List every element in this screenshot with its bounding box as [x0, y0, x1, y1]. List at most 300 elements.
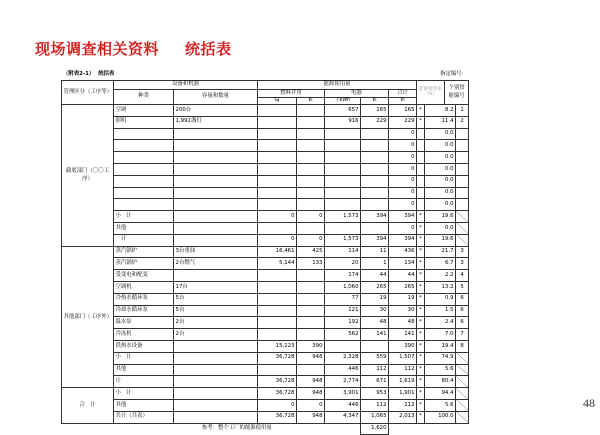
cell-no: 6 — [456, 305, 469, 317]
cell-mark — [417, 163, 425, 175]
cell-total: 112 — [389, 364, 417, 376]
cell-kwh: 174 — [325, 270, 361, 282]
cell-gj — [258, 105, 297, 117]
cell-gj — [258, 305, 297, 317]
cell-mark: * — [417, 246, 425, 258]
unit-gj: GJ — [258, 98, 297, 105]
cell-kl — [361, 152, 389, 164]
cell-pct: 0.0 — [425, 222, 456, 234]
cell-kl — [297, 140, 325, 152]
table-row — [62, 140, 469, 152]
cell-mark: * — [417, 234, 425, 246]
cell-total: 141 — [389, 329, 417, 341]
cell-pct: 0.0 — [425, 128, 456, 140]
cell-kl — [297, 116, 325, 128]
cell-gj: 36,728 — [258, 388, 297, 400]
cell-pct: 5.6 — [425, 399, 456, 411]
cell-gj: 0 — [258, 399, 297, 411]
cell-kl: 948 — [297, 411, 325, 423]
cell-no — [456, 163, 469, 175]
table-row — [62, 152, 469, 164]
cell-kl — [297, 152, 325, 164]
cell-type: 小 计 — [114, 388, 174, 400]
cell-total: 30 — [389, 305, 417, 317]
cell-cap — [174, 364, 258, 376]
unit-kl: kl — [389, 98, 417, 105]
cell-kl: 165 — [361, 105, 389, 117]
cell-kwh: 1,573 — [325, 211, 361, 223]
table-row — [62, 317, 469, 329]
cell-type — [114, 128, 174, 140]
cell-no — [456, 175, 469, 187]
cell-total: 0 — [389, 128, 417, 140]
cell-pct: 7.0 — [425, 329, 456, 341]
cell-kwh: 4,347 — [325, 411, 361, 423]
cell-mark: * — [417, 222, 425, 234]
cell-total: 44 — [389, 270, 417, 282]
cell-kwh: 657 — [325, 105, 361, 117]
cell-kl: 425 — [297, 246, 325, 258]
cell-type: 其他 — [114, 222, 174, 234]
cell-mark — [417, 199, 425, 211]
footer-row — [62, 423, 469, 435]
cell-pct: 0.0 — [425, 140, 456, 152]
cell-kwh: 121 — [325, 305, 361, 317]
cell-cap — [174, 199, 258, 211]
cell-kl: 390 — [297, 340, 325, 352]
cell-pct: 19.6 — [425, 211, 456, 223]
cell-type: 小 计 — [114, 211, 174, 223]
cell-type: 冷却水循环泵 — [114, 305, 174, 317]
cell-kl: 953 — [361, 388, 389, 400]
cell-diagonal — [456, 399, 469, 411]
cell-pct: 80.4 — [425, 376, 456, 388]
cell-type: 计 — [114, 234, 174, 246]
cell-kl — [361, 175, 389, 187]
cell-cap — [174, 234, 258, 246]
other-row — [62, 364, 469, 376]
cell-cap: 17台 — [174, 281, 258, 293]
cell-pct: 74.9 — [425, 352, 456, 364]
cell-kwh: 446 — [325, 399, 361, 411]
header-fuel: 燃料并用 — [258, 89, 325, 98]
summary-sheet — [61, 69, 468, 432]
cell-pct: 8.2 — [425, 105, 456, 117]
cell-pct: 5.6 — [425, 364, 456, 376]
cell-total: 112 — [389, 399, 417, 411]
cell-type: 共计（共表） — [114, 411, 174, 423]
subtotal-row — [62, 352, 469, 364]
cell-gj: 0 — [258, 234, 297, 246]
cell-kwh: 2,328 — [325, 352, 361, 364]
cell-pct: 0.9 — [425, 293, 456, 305]
sheet-title-row — [62, 69, 469, 81]
cell-type: 空调 — [114, 105, 174, 117]
cell-type: 其他 — [114, 399, 174, 411]
cell-cap — [174, 128, 258, 140]
cell-cap — [174, 388, 258, 400]
header-capacity: 容量和数量 — [174, 89, 258, 105]
cell-mark: * — [417, 211, 425, 223]
cell-pct: 0.0 — [425, 152, 456, 164]
header-power: 电器 — [325, 89, 389, 98]
cell-mark: * — [417, 281, 425, 293]
cell-kl — [297, 105, 325, 117]
cell-total: 0 — [389, 175, 417, 187]
cell-gj — [258, 222, 297, 234]
cell-kwh: 446 — [325, 364, 361, 376]
cell-kwh — [325, 163, 361, 175]
cell-kwh — [325, 199, 361, 211]
cell-kl: 948 — [297, 352, 325, 364]
cell-mark: * — [417, 317, 425, 329]
cell-total: 390 — [389, 340, 417, 352]
cell-type — [114, 175, 174, 187]
cell-type — [114, 163, 174, 175]
summary-table — [61, 69, 469, 435]
grand-total-row — [62, 411, 469, 423]
slide-title-sub: 统括表 — [185, 40, 232, 58]
cell-mark: * — [417, 340, 425, 352]
other-row — [62, 222, 469, 234]
cell-kl: 394 — [361, 234, 389, 246]
cell-cap: 5台 — [174, 305, 258, 317]
cell-kl: 48 — [361, 317, 389, 329]
cell-gj — [258, 199, 297, 211]
cell-cap — [174, 175, 258, 187]
cell-kl: 133 — [297, 258, 325, 270]
cell-type — [114, 152, 174, 164]
cell-mark: * — [417, 105, 425, 117]
cell-cap: 200台 — [174, 105, 258, 117]
cell-no: 2 — [456, 116, 469, 128]
cell-cap: 2台 — [174, 317, 258, 329]
cell-pct: 21.7 — [425, 246, 456, 258]
cell-kl: 0 — [297, 211, 325, 223]
cell-gj: 36,728 — [258, 376, 297, 388]
cell-gj: 15,123 — [258, 340, 297, 352]
cell-mark — [417, 152, 425, 164]
cell-total: 0 — [389, 199, 417, 211]
cell-pct: 0.0 — [425, 163, 456, 175]
cell-no: 3 — [456, 246, 469, 258]
cell-kl: 671 — [361, 376, 389, 388]
cell-cap — [174, 411, 258, 423]
cell-kl: 0 — [297, 399, 325, 411]
cell-cap — [174, 222, 258, 234]
cell-no: 8 — [456, 340, 469, 352]
cell-kwh: 2,774 — [325, 376, 361, 388]
cell-pct: 2.2 — [425, 270, 456, 282]
cell-gj — [258, 293, 297, 305]
section-office-label: 截底部门（〇〇工序） — [62, 105, 114, 247]
cell-kl — [297, 329, 325, 341]
cell-type: 冷热水循环泵 — [114, 293, 174, 305]
cell-no: 7 — [456, 329, 469, 341]
cell-total: 134 — [389, 258, 417, 270]
cell-kl: 1 — [361, 258, 389, 270]
cell-total: 0 — [389, 140, 417, 152]
cell-kl — [297, 199, 325, 211]
cell-diagonal — [456, 388, 469, 400]
cell-no: 4 — [456, 270, 469, 282]
cell-gj — [258, 152, 297, 164]
total-row — [62, 234, 469, 246]
cell-pct: 6.7 — [425, 258, 456, 270]
cell-kl — [297, 317, 325, 329]
cell-total: 165 — [389, 105, 417, 117]
cell-total: 229 — [389, 116, 417, 128]
cell-kwh: 77 — [325, 293, 361, 305]
cell-type: 蒸汽锅炉 — [114, 258, 174, 270]
cell-pct: 0.0 — [425, 199, 456, 211]
page-number: 48 — [583, 396, 595, 410]
cell-kwh: 1,573 — [325, 234, 361, 246]
cell-type: 冷冻机 — [114, 329, 174, 341]
cell-kwh — [325, 222, 361, 234]
cell-kl: 229 — [361, 116, 389, 128]
header-energy-group: 能源使用量 — [258, 81, 417, 90]
cell-diagonal — [456, 411, 469, 423]
cell-pct: 2.4 — [425, 317, 456, 329]
slide-title-main: 现场调查相关资料 — [35, 40, 160, 58]
cell-kl — [361, 163, 389, 175]
cell-kwh: 1,060 — [325, 281, 361, 293]
cell-total: 436 — [389, 246, 417, 258]
cell-gj — [258, 329, 297, 341]
cell-kl: 559 — [361, 352, 389, 364]
cell-kl — [297, 187, 325, 199]
section-other-label: 其他部门（工序外） — [62, 246, 114, 388]
table-row — [62, 305, 469, 317]
table-row — [62, 175, 469, 187]
cell-kl — [297, 163, 325, 175]
cell-kl: 19 — [361, 293, 389, 305]
cell-cap: 2台燃气 — [174, 258, 258, 270]
cell-cap — [174, 140, 258, 152]
cell-pct: 13.2 — [425, 281, 456, 293]
cell-gj: 36,728 — [258, 411, 297, 423]
cell-kl — [361, 199, 389, 211]
cell-kl — [297, 222, 325, 234]
header-row-1 — [62, 81, 469, 90]
cell-kwh: 114 — [325, 246, 361, 258]
table-row — [62, 246, 469, 258]
cell-no — [456, 140, 469, 152]
cell-mark — [417, 175, 425, 187]
cell-kl: 112 — [361, 399, 389, 411]
cell-kl: 30 — [361, 305, 389, 317]
cell-pct: 1.5 — [425, 305, 456, 317]
cell-diagonal — [456, 364, 469, 376]
cell-gj: 0 — [258, 211, 297, 223]
cell-mark: * — [417, 258, 425, 270]
cell-kl — [297, 281, 325, 293]
cell-gj — [258, 140, 297, 152]
cell-cap — [174, 352, 258, 364]
cell-cap — [174, 163, 258, 175]
table-row — [62, 116, 469, 128]
cell-no: 6 — [456, 293, 469, 305]
cell-kl — [297, 364, 325, 376]
unit-kwh: 千kWh — [325, 98, 361, 105]
cell-gj — [258, 128, 297, 140]
header-note: 能源使用率（%） — [417, 81, 445, 105]
table-row — [62, 293, 469, 305]
cell-total: 394 — [389, 211, 417, 223]
header-row-2 — [62, 89, 469, 98]
cell-pct: 19.4 — [425, 340, 456, 352]
cell-type: 小 计 — [114, 352, 174, 364]
table-row — [62, 187, 469, 199]
cell-cap — [174, 340, 258, 352]
cell-kl: 948 — [297, 388, 325, 400]
cell-diagonal — [456, 234, 469, 246]
cell-gj — [258, 281, 297, 293]
cell-cap — [174, 376, 258, 388]
cell-cap — [174, 399, 258, 411]
cell-kwh: 916 — [325, 116, 361, 128]
cell-kl — [361, 340, 389, 352]
cell-mark: * — [417, 388, 425, 400]
cell-cap: 3台重油 — [174, 246, 258, 258]
cell-kl: 948 — [297, 376, 325, 388]
table-row — [62, 199, 469, 211]
unit-kl: kl — [361, 98, 389, 105]
total-row — [62, 376, 469, 388]
cell-mark — [417, 128, 425, 140]
cell-kl — [297, 293, 325, 305]
cell-no: 3 — [456, 258, 469, 270]
cell-kl — [361, 128, 389, 140]
cell-mark: * — [417, 329, 425, 341]
cell-type: 受变电和配变 — [114, 270, 174, 282]
cell-kl: 265 — [361, 281, 389, 293]
cell-total: 2,013 — [389, 411, 417, 423]
cell-mark: * — [417, 411, 425, 423]
cell-type: 照明 — [114, 116, 174, 128]
cell-kwh: 20 — [325, 258, 361, 270]
table-row — [62, 258, 469, 270]
cell-pct: 100.0 — [425, 411, 456, 423]
sheet-label: （附表2-1） 统括表 — [63, 70, 115, 77]
cell-gj — [258, 364, 297, 376]
sheet-ref-label: 指定编号： — [440, 70, 468, 77]
table-row — [62, 281, 469, 293]
cell-type — [114, 140, 174, 152]
table-row — [62, 163, 469, 175]
table-row — [62, 105, 469, 117]
table-row — [62, 340, 469, 352]
cell-total: 265 — [389, 281, 417, 293]
cell-gj — [258, 163, 297, 175]
cell-kl: 394 — [361, 211, 389, 223]
cell-total: 1,901 — [389, 388, 417, 400]
cell-type: 空调机 — [114, 281, 174, 293]
cell-type — [114, 199, 174, 211]
cell-total: 1,507 — [389, 352, 417, 364]
table-row — [62, 388, 469, 400]
cell-cap — [174, 211, 258, 223]
header-total: 合计 — [389, 89, 417, 98]
cell-gj: 36,728 — [258, 352, 297, 364]
cell-total: 19 — [389, 293, 417, 305]
table-row — [62, 329, 469, 341]
slide-title — [35, 38, 232, 59]
cell-no — [456, 187, 469, 199]
cell-no — [456, 152, 469, 164]
cell-kl: 141 — [361, 329, 389, 341]
cell-gj — [258, 270, 297, 282]
footer-note: 参考：整个工厂的能源使用量 — [201, 425, 272, 432]
cell-pct: 11.4 — [425, 116, 456, 128]
cell-diagonal — [456, 211, 469, 223]
cell-kl: 1,065 — [361, 411, 389, 423]
cell-kwh — [325, 128, 361, 140]
cell-cap: 2台 — [174, 329, 258, 341]
cell-no: 1 — [456, 105, 469, 117]
table-row — [62, 399, 469, 411]
cell-type: 计 — [114, 376, 174, 388]
cell-diagonal — [456, 376, 469, 388]
table-row — [62, 270, 469, 282]
cell-kl — [297, 270, 325, 282]
cell-kl — [361, 222, 389, 234]
cell-total: 48 — [389, 317, 417, 329]
cell-total: 0 — [389, 152, 417, 164]
table-row — [62, 128, 469, 140]
cell-type: 供热水设备 — [114, 340, 174, 352]
cell-pct: 19.6 — [425, 234, 456, 246]
subtotal-row — [62, 211, 469, 223]
cell-kwh — [325, 340, 361, 352]
cell-pct: 94.4 — [425, 388, 456, 400]
cell-cap — [174, 187, 258, 199]
cell-kwh — [325, 187, 361, 199]
cell-kwh: 192 — [325, 317, 361, 329]
cell-total: 1,619 — [389, 376, 417, 388]
cell-kl: 44 — [361, 270, 389, 282]
cell-total: 0 — [389, 222, 417, 234]
cell-kl: 11 — [361, 246, 389, 258]
cell-kl — [361, 187, 389, 199]
cell-mark: * — [417, 270, 425, 282]
cell-total: 0 — [389, 187, 417, 199]
cell-kl — [297, 305, 325, 317]
cell-cap — [174, 270, 258, 282]
cell-cap: 1,992盏灯 — [174, 116, 258, 128]
cell-gj: 16,461 — [258, 246, 297, 258]
cell-gj — [258, 187, 297, 199]
cell-type: 温水泵 — [114, 317, 174, 329]
cell-kwh — [325, 140, 361, 152]
cell-gj — [258, 175, 297, 187]
cell-total: 394 — [389, 234, 417, 246]
cell-mark: * — [417, 364, 425, 376]
cell-no: 5 — [456, 281, 469, 293]
section-total-label: 合 计 — [62, 388, 114, 423]
cell-total: 0 — [389, 163, 417, 175]
cell-mark: * — [417, 305, 425, 317]
header-pct: 个别资能编号 — [445, 81, 469, 105]
cell-mark — [417, 187, 425, 199]
cell-mark: * — [417, 352, 425, 364]
cell-mark: * — [417, 116, 425, 128]
cell-mark: * — [417, 376, 425, 388]
cell-pct: 0.0 — [425, 175, 456, 187]
cell-no — [456, 128, 469, 140]
header-type: 种类 — [114, 89, 174, 105]
